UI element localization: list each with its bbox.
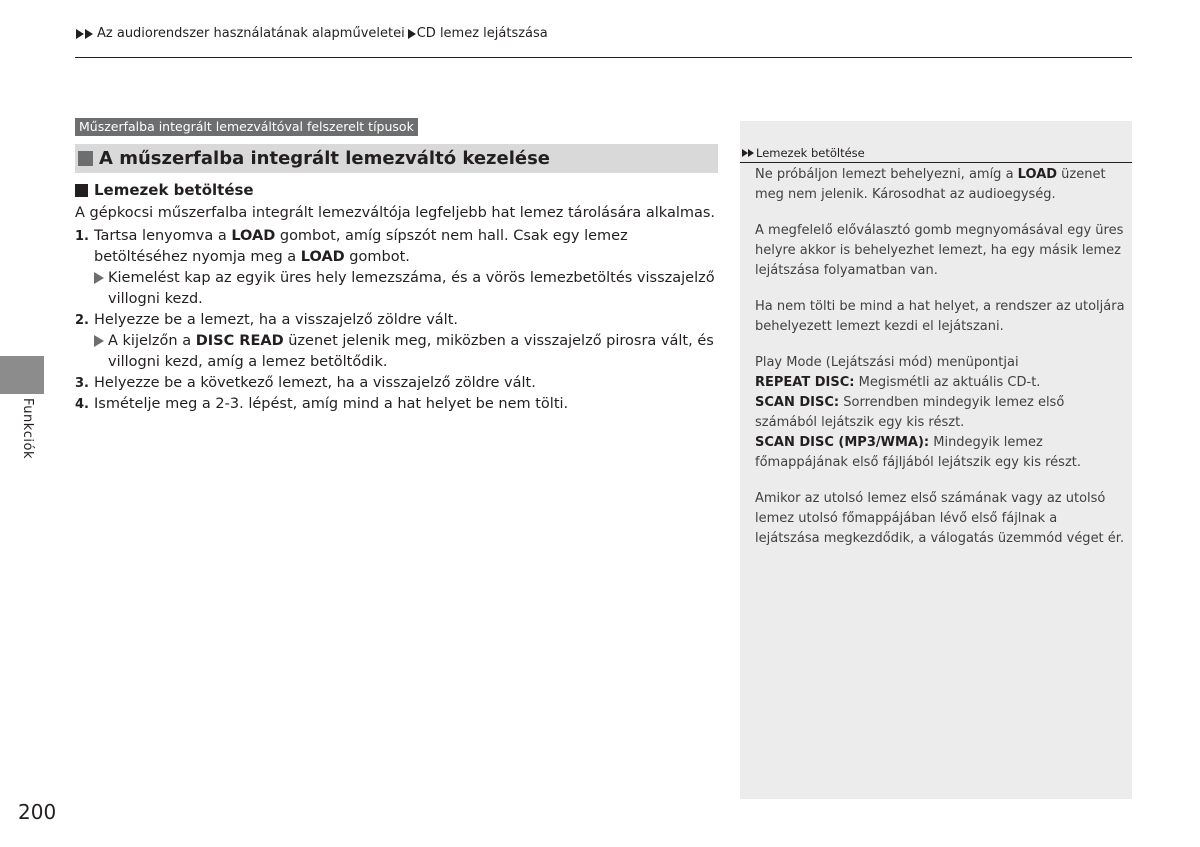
note-text: A kijelzőn a DISC READ üzenet jelenik meg, miközben a visszajelző pirosra vált, és villogni kezd, amíg a lemez betöltődik. xyxy=(108,333,714,370)
chapter-tab xyxy=(0,356,44,394)
play-mode-intro: Play Mode (Lejátszási mód) menüpontjai xyxy=(755,355,1019,370)
step-number: 4. xyxy=(75,397,89,412)
mode-label: SCAN DISC: xyxy=(755,395,840,410)
step-text: Helyezze be a következő lemezt, ha a visszajelző zöldre vált. xyxy=(94,375,536,391)
step-number: 3. xyxy=(75,376,89,391)
section-title: A műszerfalba integrált lemezváltó kezelése xyxy=(99,148,551,169)
note-text: Kiemelést kap az egyik üres hely lemezszáma, és a vörös lemezbetöltés visszajelző villogni kezd. xyxy=(108,270,715,307)
steps-list xyxy=(75,226,725,415)
step-item xyxy=(75,373,725,394)
step-item xyxy=(75,226,725,268)
step-result-note xyxy=(75,331,725,373)
mode-label: SCAN DISC (MP3/WMA): xyxy=(755,435,930,450)
section-heading xyxy=(75,144,718,173)
sub-heading-square-icon xyxy=(75,184,88,197)
mode-desc: Megismétli az aktuális CD-t. xyxy=(854,375,1041,390)
mode-desc: Mindegyik lemez főmappájának első fájljából lejátszik egy kis részt. xyxy=(755,435,1081,470)
breadcrumb-parent[interactable]: Az audiorendszer használatának alapműveletei xyxy=(97,26,405,41)
side-paragraph: A megfelelő előválasztó gomb megnyomásával egy üres helyre akkor is behelyezhet lemezt, ha egy másik lemez lejátszása folyamatban van. xyxy=(755,223,1124,278)
side-paragraph: Amikor az utolsó lemez első számának vagy az utolsó lemez utolsó főmappájában lévő első fájlnak a lejátszása megkezdődik, a válogatás üzemmód véget ér. xyxy=(755,491,1125,546)
breadcrumb-current: CD lemez lejátszása xyxy=(416,26,548,41)
result-arrow-icon xyxy=(94,272,104,284)
section-square-icon xyxy=(78,151,93,166)
reference-arrow-icon xyxy=(742,149,754,157)
step-item xyxy=(75,394,725,415)
breadcrumb-arrow-icon xyxy=(76,29,84,39)
step-number: 2. xyxy=(75,313,89,328)
mode-label: REPEAT DISC: xyxy=(755,375,855,390)
side-notes-title: Lemezek betöltése xyxy=(756,145,865,160)
step-text: Tartsa lenyomva a LOAD gombot, amíg sípszót nem hall. Csak egy lemez betöltéséhez nyomja meg a LOAD gombot. xyxy=(94,228,628,265)
result-arrow-icon xyxy=(94,335,104,347)
side-paragraph: Ha nem tölti be mind a hat helyet, a rendszer az utoljára behelyezett lemezt kezdi el lejátszani. xyxy=(755,299,1125,334)
step-text: Helyezze be a lemezt, ha a visszajelző zöldre vált. xyxy=(94,312,458,328)
intro-paragraph: A gépkocsi műszerfalba integrált lemezváltója legfeljebb hat lemez tárolására alkalmas. xyxy=(75,205,716,221)
step-number: 1. xyxy=(75,229,89,244)
sub-heading xyxy=(75,181,254,199)
breadcrumb xyxy=(76,26,548,41)
header-divider xyxy=(75,57,1132,58)
breadcrumb-separator-icon xyxy=(408,29,416,39)
mode-desc: Sorrendben mindegyik lemez első számából lejátszik egy kis részt. xyxy=(755,395,1065,430)
side-notes-header xyxy=(740,143,1132,163)
page-number: 200 xyxy=(18,800,57,824)
play-mode-list xyxy=(755,353,1125,473)
step-result-note xyxy=(75,268,725,310)
step-text: Ismételje meg a 2-3. lépést, amíg mind a hat helyet be nem tölti. xyxy=(94,396,569,412)
model-applicability-tag: Műszerfalba integrált lemezváltóval felszerelt típusok xyxy=(75,118,418,136)
side-notes-body xyxy=(755,165,1125,565)
sub-heading-title: Lemezek betöltése xyxy=(94,181,254,199)
side-paragraph: Ne próbáljon lemezt behelyezni, amíg a LOAD üzenet meg nem jelenik. Károsodhat az audioegység. xyxy=(755,167,1106,202)
step-item xyxy=(75,310,725,331)
breadcrumb-arrow-icon xyxy=(85,29,93,39)
chapter-label: Funkciók xyxy=(20,398,35,460)
